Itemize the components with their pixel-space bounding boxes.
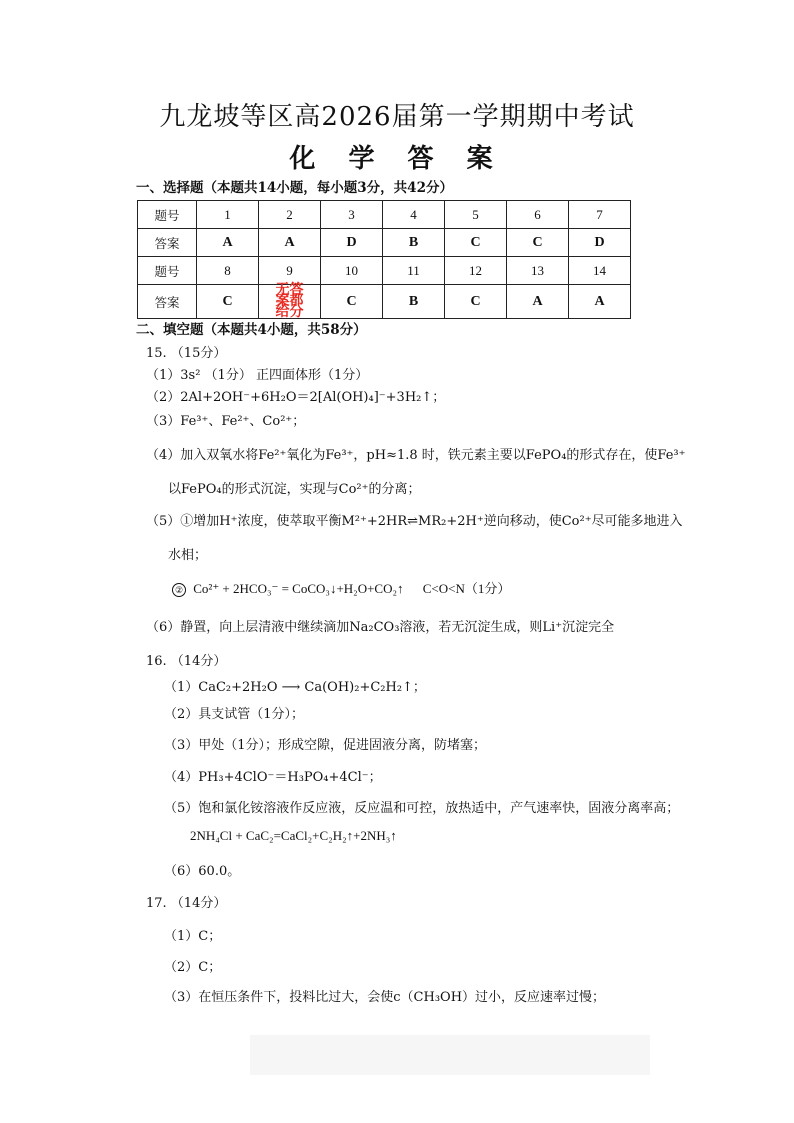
q15-line-1: （1）3s² （1分） 正四面体形（1分）	[146, 368, 369, 383]
answer-cell: A	[197, 229, 259, 257]
row-label: 题号	[138, 257, 197, 285]
question-number: 6	[507, 201, 569, 229]
answer-cell: B	[383, 285, 445, 319]
q15-line-5c	[172, 578, 510, 597]
question-number: 5	[445, 201, 507, 229]
q15-line-5b: 水相；	[168, 548, 208, 563]
circled-number-2: ②	[172, 583, 186, 597]
q15-line-3: （3）Fe³⁺、Fe²⁺、Co²⁺；	[146, 414, 306, 429]
question-number: 3	[321, 201, 383, 229]
q16-line-2: （2）具支试管（1分）；	[164, 707, 305, 722]
row-label: 答案	[138, 285, 197, 319]
question-number: 10	[321, 257, 383, 285]
q16-title: 16. （14分）	[146, 654, 227, 669]
question-number: 1	[197, 201, 259, 229]
page-title: 九龙坡等区高2026届第一学期期中考试	[159, 102, 635, 132]
answer-cell: A	[259, 229, 321, 257]
q17-line-2: （2）C；	[164, 960, 222, 975]
q17-line-3: （3）在恒压条件下，投料比过大，会使c（CH₃OH）过小，反应速率过慢；	[164, 990, 606, 1005]
answer-cell: D	[569, 229, 631, 257]
question-number: 2	[259, 201, 321, 229]
table-row	[138, 201, 631, 229]
q15-line-2: （2）2Al+2OH⁻+6H₂O＝2[Al(OH)₄]⁻+3H₂↑；	[146, 390, 446, 405]
question-number: 4	[383, 201, 445, 229]
q17-title: 17. （14分）	[146, 896, 227, 911]
q15-line-5a: （5）①增加H⁺浓度，使萃取平衡M²⁺+2HR⇌MR₂+2H⁺逆向移动，使Co²⁺尽可能多地进入	[146, 514, 683, 529]
table-row	[138, 285, 631, 319]
q16-line-3: （3）甲处（1分）；形成空隙，促进固液分离，防堵塞；	[164, 738, 487, 753]
answer-cell: C	[197, 285, 259, 319]
answer-cell: C	[321, 285, 383, 319]
section-1-heading: 一、选择题（本题共14小题，每小题3分，共42分）	[136, 180, 453, 196]
answer-cell-no-answer-note: 无答案都给分	[259, 285, 321, 319]
q15-line-6: （6）静置，向上层清液中继续滴加Na₂CO₃溶液，若无沉淀生成，则Li⁺沉淀完全	[146, 620, 615, 635]
answer-cell: C	[445, 285, 507, 319]
q16-line-4: （4）PH₃+4ClO⁻＝H₃PO₄+4Cl⁻；	[164, 770, 382, 785]
q15-title: 15. （15分）	[146, 346, 227, 361]
question-number: 11	[383, 257, 445, 285]
answer-cell: D	[321, 229, 383, 257]
question-number: 9	[259, 257, 321, 285]
answer-cell: A	[507, 285, 569, 319]
q16-line-5b: 2NH₄Cl + CaC₂=CaCl₂+C₂H₂↑+2NH₃↑	[190, 828, 397, 843]
q17-line-1: （1）C；	[164, 929, 222, 944]
answer-table	[137, 200, 631, 319]
q15-line-5c-tail: C<O<N（1分）	[422, 581, 511, 596]
question-number: 8	[197, 257, 259, 285]
q16-line-5a: （5）饱和氯化铵溶液作反应液，反应温和可控，放热适中，产气速率快，固液分离率高；	[164, 801, 680, 816]
section-2-heading: 二、填空题（本题共4小题，共58分）	[136, 322, 367, 338]
answer-cell: C	[507, 229, 569, 257]
answer-cell: B	[383, 229, 445, 257]
q16-line-1: （1）CaC₂+2H₂O ⟶ Ca(OH)₂+C₂H₂↑；	[164, 680, 426, 695]
page-subtitle: 化 学 答 案	[289, 144, 505, 174]
row-label: 题号	[138, 201, 197, 229]
question-number: 7	[569, 201, 631, 229]
answer-cell: C	[445, 229, 507, 257]
scan-smudge	[250, 1035, 650, 1075]
question-number: 12	[445, 257, 507, 285]
q15-equation: Co²⁺ + 2HCO₃⁻ = CoCO₃↓+H₂O+CO₂↑	[193, 581, 404, 596]
question-number: 14	[569, 257, 631, 285]
table-row	[138, 257, 631, 285]
row-label: 答案	[138, 229, 197, 257]
q15-line-4a: （4）加入双氧水将Fe²⁺氧化为Fe³⁺，pH≈1.8 时，铁元素主要以FePO₄的形式存在，使Fe³⁺	[146, 448, 686, 463]
question-number: 13	[507, 257, 569, 285]
q16-line-6: （6）60.0。	[164, 864, 241, 879]
answer-cell: A	[569, 285, 631, 319]
table-row	[138, 229, 631, 257]
q15-line-4b: 以FePO₄的形式沉淀，实现与Co²⁺的分离；	[168, 482, 421, 497]
